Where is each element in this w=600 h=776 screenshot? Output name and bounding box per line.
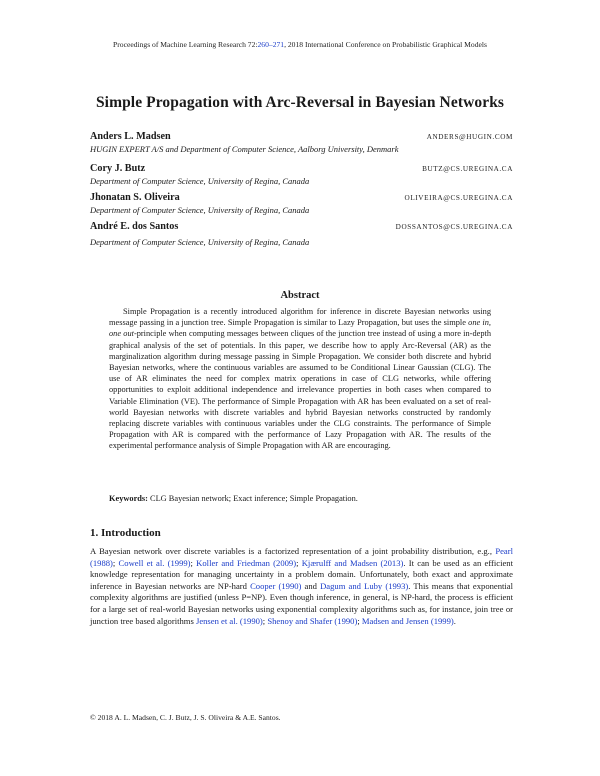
abstract-emphasis: one in, one out xyxy=(109,318,491,339)
author-1 xyxy=(90,131,513,154)
abstract-part-2: -principle when computing messages between cliques of the junction tree instead of using a more in-depth graphical analysis of the set of potentials. In this paper, we describe how to apply Arc-Reversal (AR) as the marginalization algorithm during message passing in Simple Propagation. We consider both discrete and hybrid Bayesian networks, where the continuous variables are assumed to be Conditional Linear Gaussian (CLG). The use of AR eliminates the need for complex matrix operations in case of CLG networks, while offering opportunities to exploit additional independence and irrelevance properties in both cases when compared to Variable Elimination (VE). The performance of Simple Propagation with AR has been evaluated on a set of real-world Bayesian networks with discrete variables and hybrid Bayesian networks constructed by randomly replacing discrete variables with continuous variables under the CLG constraints. The performance of Simple Propagation with AR is compared with the performance of Lazy Propagation with AR. The results of the experimental performance analysis of Simple Propagation with AR are encouraging. xyxy=(109,329,491,451)
abstract-text xyxy=(109,306,491,452)
section-heading-introduction: 1. Introduction xyxy=(90,527,161,539)
citation-link[interactable]: Cowell et al. (1999) xyxy=(118,557,191,568)
page-range-link[interactable]: 260–271 xyxy=(257,40,285,49)
author-4 xyxy=(90,221,513,247)
author-affiliation: Department of Computer Science, University of Regina, Canada xyxy=(90,176,310,186)
header-prefix: Proceedings of Machine Learning Research 72: xyxy=(113,40,258,49)
keywords-text: CLG Bayesian network; Exact inference; Simple Propagation. xyxy=(147,494,358,503)
citation-link[interactable]: Kjærulff and Madsen (2013) xyxy=(301,557,404,568)
header-suffix: , 2018 International Conference on Probabilistic Graphical Models xyxy=(284,40,487,49)
running-header xyxy=(90,40,510,49)
author-email: BUTZ@CS.UREGINA.CA xyxy=(422,165,513,173)
copyright-footer: © 2018 A. L. Madsen, C. J. Butz, J. S. Oliveira & A.E. Santos. xyxy=(90,713,281,722)
author-affiliation: Department of Computer Science, University of Regina, Canada xyxy=(90,237,310,247)
author-name: Anders L. Madsen xyxy=(90,131,171,142)
intro-text: and xyxy=(301,580,321,591)
author-affiliation: Department of Computer Science, University of Regina, Canada xyxy=(90,205,310,215)
citation-link[interactable]: Madsen and Jensen (1999) xyxy=(361,615,454,626)
author-3 xyxy=(90,192,513,215)
intro-text: A Bayesian network over discrete variables is a factorized representation of a joint probability distribution, e.g., xyxy=(90,546,496,556)
intro-text: . This means that exponential complexity algorithms are justified (unless P=NP). Even though inference, in general, is NP-hard, the process is efficient for a large set of real-world Bayesian networks using exponential complexity algorithms such as, for instance, join tree or junction tree based algorithms xyxy=(90,580,513,626)
citation-link[interactable]: Shenoy and Shafer (1990) xyxy=(267,615,358,626)
citation-link[interactable]: Jensen et al. (1990) xyxy=(195,615,263,626)
author-2 xyxy=(90,163,513,186)
intro-text: ; xyxy=(357,615,362,626)
intro-text: ; xyxy=(112,557,119,568)
author-email: OLIVEIRA@CS.UREGINA.CA xyxy=(404,194,513,202)
citation-link[interactable]: Cooper (1990) xyxy=(250,580,302,591)
abstract-part-1: Simple Propagation is a recently introduced algorithm for inference in discrete Bayesian networks using message passing in a junction tree. Simple Propagation is similar to Lazy Propagation, but uses the simple xyxy=(109,307,491,328)
author-affiliation: HUGIN EXPERT A/S and Department of Computer Science, Aalborg University, Denmark xyxy=(90,144,399,154)
citation-link[interactable]: Pearl (1988) xyxy=(90,546,513,568)
intro-text: . It can be used as an efficient knowledge representation for managing uncertainty in a problem domain. Unfortunately, both exact and approximate inference in Bayesian networks are NP-hard xyxy=(90,557,513,591)
citation-link[interactable]: Dagum and Luby (1993) xyxy=(320,580,409,591)
introduction-paragraph xyxy=(90,546,513,627)
author-email: ANDERS@HUGIN.COM xyxy=(426,133,513,141)
author-name: Cory J. Butz xyxy=(90,163,146,174)
intro-text: . xyxy=(453,615,456,626)
author-email: DOSSANTOS@CS.UREGINA.CA xyxy=(395,223,513,231)
intro-text: ; xyxy=(262,615,268,626)
author-name: Jhonatan S. Oliveira xyxy=(90,192,180,203)
keywords-label: Keywords: xyxy=(109,494,148,503)
author-name: André E. dos Santos xyxy=(90,221,179,232)
intro-text: ; xyxy=(296,557,302,568)
citation-link[interactable]: Koller and Friedman (2009) xyxy=(196,557,297,568)
intro-text: ; xyxy=(190,557,197,568)
keywords xyxy=(109,494,491,503)
abstract-heading: Abstract xyxy=(280,290,320,301)
paper-title: Simple Propagation with Arc-Reversal in Bayesian Networks xyxy=(95,94,505,111)
